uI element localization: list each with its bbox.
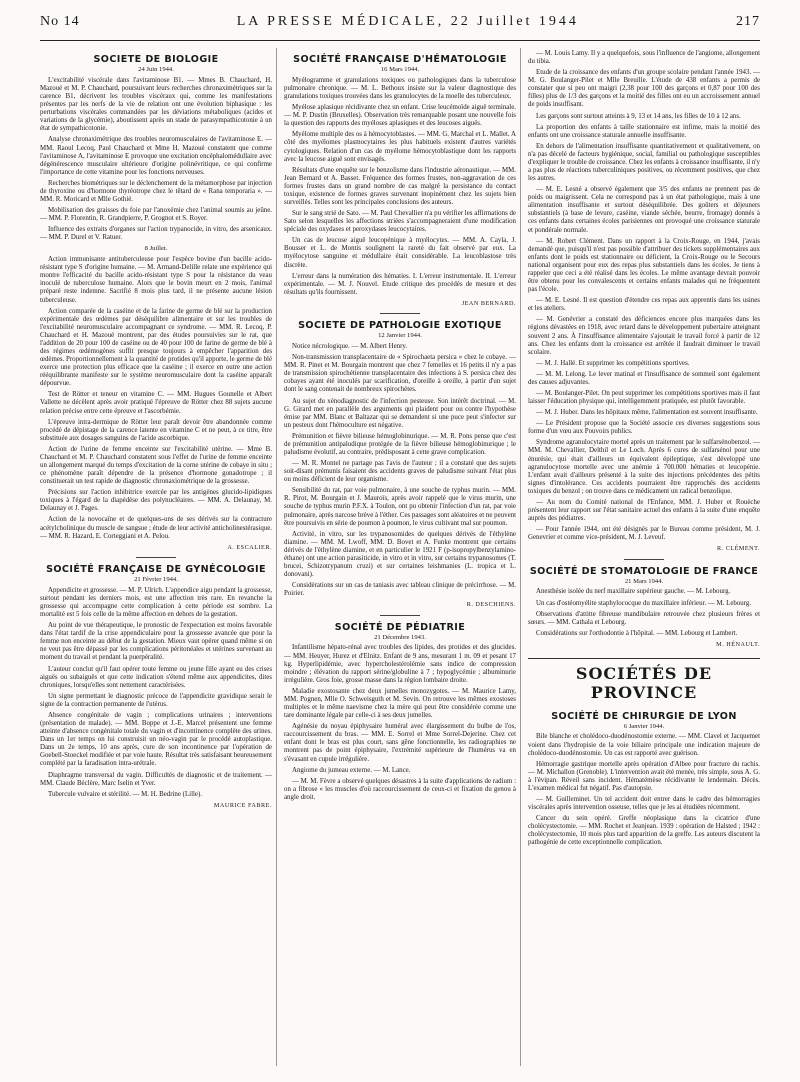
section-date: 21 Mars 1944. (624, 577, 664, 585)
abstract: Considérations sur l'orthodontie à l'hôpital. — MM. Lebourg et Lambert. (536, 629, 738, 637)
section-title: SOCIETE DE BIOLOGIE (93, 54, 219, 65)
signature: R. CLÉMENT. (716, 545, 760, 553)
abstract: Maladie exostosante chez deux jumelles monozygotes. — M. Maurice Lamy, MM. Pognen, Mlle O. Schweisguth et M. Sevin. On retrouve les mêmes exostoses multiples et le même naevisme chez la mère qui peut être considérée comme une tare dominante légale par celle-ci à ses deux jumelles. (284, 687, 516, 720)
abstract: Hémorragie gastrique mortelle après opération d'Albee pour fracture du rachis. — M. Michallon (Grenoble). L'intervention avait été menée, très simple, sous A. G. à l'évipan. Réveil sans incident. Hématémèse récidivante le lendemain. Décès. L'examen médical fut négatif. Pas d'autopsie. (528, 760, 760, 792)
column-2 (284, 50, 516, 805)
abstract: Action de l'urine de femme enceinte sur l'excitabilité utérine. — Mme B. Chauchard et M. P. Chauchard constatent sous l'effet de l'urine de femme enceinte un allongement marqué du temps d'excitation de la corne utérine de cobaye in situ ; ce phénomène paraît dépendre de la présence d'hormone gonadotrope ; il constituerait un test rapide de diagnostic chronaxiométrique de la grossesse. (40, 445, 272, 486)
abstract: Myélogramme et granulations toxiques ou pathologiques dans la tuberculose pulmonaire chronique. — M. L. Bethoux insiste sur la valeur diagnostique des granulations toxiques trouvées dans les granulocytes de la moelle des tuberculeux. (284, 76, 516, 101)
abstract: — M. J. Huber. Dans les hôpitaux même, l'alimentation est souvent insuffisante. (536, 409, 758, 417)
section-date: 8 Juillet. (144, 245, 168, 253)
abstract: Test de Rötter et teneur en vitamine C. — MM. Hugues Gounelle et Albert Vallette ne décèlent après avoir pratiqué l'épreuve de Rötter chez 88 sujets aucune relation précise entre cette épreuve et l'ascorbémie. (40, 391, 272, 415)
abstract: — Au nom du Comité national de l'Enfance, MM. J. Huber et Rouèche présentent leur rapport sur l'état sanitaire actuel des enfants à la suite d'une enquête auprès des pédiatres. (528, 498, 760, 523)
abstract: Agénésie du noyau épiphysaire huméral avec élargissement du bulbe de l'os, raccourcissement du bras. — MM. E. Sorrel et Mme Sorrel-Dejerine. Chez cet enfant dont le bras est plus court, sans gêne fonctionnelle, les radiographies ne montrent pas de point épiphysaire, l'extrémité supérieure de l'humérus va en s'évasant en cupule irrégulière. (284, 723, 516, 763)
separator (380, 615, 420, 616)
signature: M. HÉNAULT. (716, 640, 760, 648)
abstract: Considérations sur un cas de taniasis avec tableau clinique de précirrhose. — M. Poirier. (284, 582, 516, 598)
abstract: Précisions sur l'action inhibitrice exercée par les antigènes glucido-lipidiques toxiques à l'égard de la diapédèse des polynucléaires. — MM. A. Delaunay, M. Delaunay et J. Pages. (40, 489, 272, 513)
section-title: SOCIETE DE PATHOLOGIE EXOTIQUE (298, 320, 502, 332)
abstract: — Le Président propose que la Société associe ces diverses suggestions sous forme d'un vœu aux Pouvoirs publics. (528, 420, 760, 436)
abstract: — M. E. Lesné. Il est question d'étendre ces repas aux apprentis dans les usines et les ateliers. (528, 297, 760, 313)
abstract: Influence des extraits d'organes sur l'action trypanocide, in vitro, des arsenicaux. — MM. P. Durel et V. Ratuer. (40, 226, 272, 242)
abstract: — M. Genévrier a constaté des déficiences encore plus marquées dans les régions dévastées en 1918, avec retard dans le développement pubertaire atteignant souvent 2 ans. À l'insuffisance alimentaire s'ajoutait le travail forcé à partir de 12 ans. Chez les enfants dont la croissance est arrêtée il faudrait diminuer le travail scolaire. (528, 316, 760, 356)
signature: MAURICE FABRE. (213, 801, 272, 809)
abstract: La proportion des enfants à taille stationnaire est infime, mais la moitié des enfants ont une croissance staturale annuelle insuffisante. (528, 123, 760, 139)
abstract: Anesthésie isolée du nerf maxillaire supérieur gauche. — M. Lebourg. (536, 588, 731, 596)
header-rule (40, 40, 760, 41)
abstract: Absence congénitale de vagin ; complications urinaires ; interventions (présentation de malade). — MM. Boppe et J.-E. Marcel présentent une femme atteinte d'absence congénitale totale du vagin et d'incontinence complète des urines. Dans un 1er temps on lui construisit un néo-vagin par le procédé autoplastique. Dans un 2e temps, 10 ans après, cure de son incontinence par l'opération de Goebell-Stoeckel modifiée et par voie haute. Résultat très satisfaisant heureusement complété par la faradisation intra-urétrale. (40, 711, 272, 768)
abstract: Observations d'attitte fibreuse mandibulaire retrouvée chez plusieurs frères et sœurs. — MM. Cathala et Lebourg. (528, 610, 760, 626)
abstract: — M. M. Fèvre a observé quelques désastres à la suite d'applications de radium : on a fibrose « les muscles d'où raccourcissement de ceux-ci et fixation du genou à angle droit. (284, 777, 516, 801)
section-title: SOCIÉTÉ DE PÉDIATRIE (334, 621, 466, 633)
section-date: 21 Février 1944. (134, 576, 178, 584)
abstract: — M. Guilleminet. Un tel accident doit entrer dans le cadre des hémorragies viscérales après intervention osseuse, telles que je les ai étudiées récemment. (528, 796, 760, 812)
abstract: — M. R. Montel ne partage pas l'avis de l'auteur ; il a constaté que des sujets soit-disant prémunis faisaient des accidents graves de paludisme suivant l'état plus ou moins déficient de leur organisme. (284, 460, 516, 484)
abstract: — Pour l'année 1944, ont été désignés par le Bureau comme président, M. J. Genevrier et comme vice-président, M. J. Leveuf. (528, 526, 760, 542)
abstract: Au point de vue thérapeutique, le pronostic de l'expectation est moins favorable dans l'état tardif de la crise appendiculaire pour la grossesse avancée que pour la femme non enceinte au début de la gestation. Mieux vaut opérer quand même si on ne veut pas être dépassé par les complications péritonéales et utérines survenant au moment du travail et pendant la puerpéralité. (40, 622, 272, 662)
column-1 (40, 50, 272, 813)
abstract: Un signe permettant le diagnostic précoce de l'appendicite gravidique serait le signe de la contraction permanente de l'utérus. (40, 692, 272, 708)
page-header (40, 14, 760, 36)
signature: A. ESCALIER. (227, 543, 272, 551)
abstract: Un cas de leucose aiguë leucopénique à myélocytes. — MM. A. Cayla, J. Bousser et L. de Montis soulignent la rareté du fait observé par eux. La myélocytose sanguine et médullaire était considérable. La leucoblastose très discrète. (284, 237, 516, 269)
abstract: Un cas d'ostéomyélite staphylococque du maxillaire inférieur. — M. Lebourg. (536, 599, 752, 607)
abstract: Action immunisante antituberculeuse pour l'espèce bovine d'un bacille acido-résistant type S d'origine humaine. — M. Armand-Delille relate une expérience qui montre l'efficacité du bacille acido-résistant type S pour la résistance du veau inoculé de tuberculose humaine. Alors que le bovin meurt en 2 mois, l'animal préparé reste indemne. Sacrifié 8 mois plus tard, il ne présente aucune lésion tuberculeuse. (40, 256, 272, 304)
abstract: — M. Boulanger-Pilet. On peut supprimer les compétitions sportives mais il faut laisser l'éducation physique qui, intelligemment pratiquée, est plutôt favorable. (528, 389, 760, 406)
abstract: Syndrome agranulocytaire mortel après un traitement par le sulfarsénobenzol. — MM. M. Chevallier, Delthil et Le Loch. Après 6 cures de sulfarsénol pour une énurésie, qui était d'ailleurs un équivalent épileptique, s'est développé une agranulocytose mortelle avec une anémie à 700.000 hématies et leucopénie. L'enfant avait d'ailleurs présenté à la suite des injections précédentes des pétits signes d'intolérance. Ces accidents pourraient être rapprochés des accidents toxiques du benzol ; on trouve dans ce médicament un radical benzolique. (528, 439, 760, 495)
signature: R. DESCHIENS. (466, 601, 516, 609)
section-banner: SOCIÉTÉS DE PROVINCE (528, 658, 760, 702)
abstract: Angiome du jumeau externe. — M. Lance. (292, 766, 411, 774)
abstract: Résultats d'une enquête sur le benzolisme dans l'industrie aéronautique. — MM. Jean Bernard et A. Basset. Fréquence des formes frustes, non-aggravation de ces formes frustes dans un grand nombre de cas malgré la persistance du contact toxique, existence de formes graves survenant inopinément chez les sujets bien surveillés. Telles sont les principales conclusions des auteurs. (284, 166, 516, 207)
column-divider (520, 48, 521, 1066)
abstract: Myélose aplasique récidivante chez un enfant. Crise leucémoïde aiguë terminale. — M. P. Dustin (Bruxelles). Observation très remarquable posant une nouvelle fois la question des rapports des myéloses aplasiques et des leucoses aiguës. (284, 104, 516, 128)
abstract: Appendicite et grossesse. — M. P. Ulrich. L'appendice aigu pendant la grossesse, surtout pendant les derniers mois, est une affection très rare. En revanche la grossesse qui accompagne cette complication à cette période est sombre. La mortalité est 5 fois celle de la même affection en dehors de la gestation. (40, 586, 272, 619)
section-date: 6 Janvier 1944. (623, 722, 665, 730)
abstract: Infantilisme hépato-rénal avec troubles des lipides, des protides et des glucides. — MM. Heuyer, Hurez et d'Elnitz. Enfant de 9 ans, mesurant 1 m. 09 et pesant 17 kg. Hyperlipidémie, avec hypercholestérolémie sans indice de compression moindre ; élévation du rapport sérine/globuline à 7 ; hypoglycémie ; albuminurie irrégulière. Gros foie, grosse masse dans la région lombaire droite. (284, 644, 516, 684)
separator (624, 559, 664, 560)
abstract: Les garçons sont surtout atteints à 9, 13 et 14 ans, les filles de 10 à 12 ans. (536, 112, 741, 120)
abstract: Sensibilité du rat, par voie pulmonaire, à une souche de typhus murin. — MM. R. Pirot, M. Bourgain et J. Mauroïs, après avoir rappelé que le virus murin, une souche de typhus murin P.F.X. à Toulon, ont pu obtenir l'infection d'un rat, par voie pulmonaire, après narcose brève à l'éther. Ces passages sont aléatoires et ne peuvent être poursuivis en série de poumon à poumon, le virus cultivant mal sur poumon. (284, 487, 516, 527)
abstract: Prémunition et fièvre bilieuse hémoglobinurique. — M. R. Pons pense que c'est de prémunition antipaludique protégée de la fièvre bilieuse hémoglobinurique ; le paludisme évolutif, au contraire, prédisposant à cette grave complication. (284, 432, 516, 456)
section-date: 12 Janvier 1944. (378, 332, 422, 340)
abstract: Notice nécrologique. — M. Albert Henry. (292, 343, 408, 351)
section-title: SOCIÉTÉ FRANÇAISE D'HÉMATOLOGIE (293, 54, 507, 65)
abstract: — M. Robert Clément. Dans un rapport à la Croix-Rouge, en 1944, j'avais demandé que, puisqu'il n'est pas possible d'attribuer des tickets supplémentaires aux enfants dont le poids est stationnaire ou déficient, la Croix-Rouge ou le Secours national organisent pour eux des repas plus substantiels dans les écoles. Je tiens à rappeler que ceci a été réalisé dans les écoles. Le même avantage devrait pouvoir être obtenu pour les convalescents et certains enfants malades qui ne fréquentent pas l'école. (528, 237, 760, 294)
signature: JEAN BERNARD. (461, 299, 516, 307)
abstract: — M. Louis Lamy. Il y a quelquefois, sous l'influence de l'angiome, allongement du tibia. (528, 50, 760, 66)
abstract: Etude de la croissance des enfants d'un groupe scolaire pendant l'année 1943. — M. G. Boulanger-Pilet et Mlle Breuille. L'étude de 438 enfants a permis de constater que si peu ont maigri (2,38 pour 100 des garçons et 0,87 pour 100 des filles) plus de 1/3 des garçons et la moitié des filles ont eu un accroissement annuel de poids insuffisant. (528, 69, 760, 109)
separator (136, 557, 176, 558)
abstract: Mobilisation des graisses du foie par l'anoxémie chez l'animal soumis au jeûne. — MM. P. Florentin, R. Grandpierre, P. Grognot et S. Royer. (40, 207, 272, 223)
abstract: Activité, in vitro, sur les trypanosomides de quelques dérivés de l'éthylène diamine. — MM. M. Lwoff, MM. D. Bovet et A. Funke montrent que certains dérivés de l'éthylène diamine, et en particulier le 1921 F (p-isopropylbenzylamino-éthane) ont une action parasiticide, in vitro et in vitro, sur certains trypanosomes (T. brucei, Schizotrypanum cruzi) et sur certaines leishmanies (L. tropica et L. donovani). (284, 530, 516, 579)
section-title: SOCIÉTÉ DE CHIRURGIE DE LYON (551, 710, 737, 722)
section-date: 24 Juin 1944. (138, 66, 174, 74)
section-title: SOCIÉTÉ DE STOMATOLOGIE DE FRANCE (529, 565, 759, 577)
section-date: 21 Décembre 1943. (374, 633, 426, 641)
abstract: L'erreur dans la numération des hématies. I. L'erreur instrumentale. II. L'erreur expérimentale. — M. J. Nouvel. Etude critique des procédés de mesure et des résultats qu'ils fournissent. (284, 272, 516, 296)
page-number: 217 (735, 14, 760, 29)
abstract: L'épreuve intra-dermique de Rötter leur paraît devoir être abandonnée comme procédé de dépistage de la carence latente en vitamine C et ne peut, à ce titre, être substituée aux dosages sanguins de l'acide ascorbique. (40, 418, 272, 442)
abstract: Tubercule vulvaire et stérilité. — M. H. Bedrine (Lille). (48, 790, 202, 798)
journal-title: LA PRESSE MÉDICALE, 22 Juillet 1944 (236, 14, 579, 29)
abstract: Sur le sang strié de Sato. — M. Paul Chevallier n'a pu vérifier les affirmations de Sato selon lesquelles les affections striées s'accompagneraient d'une modification spéciale des oxydases et peroxydases leucocytaires. (284, 210, 516, 234)
column-3 (528, 50, 760, 850)
section-date: 16 Mars 1944. (380, 66, 420, 74)
abstract: — M. J. Hallé. Et supprimer les compétitions sportives. (536, 359, 690, 367)
separator (380, 313, 420, 314)
abstract: Bile blanche et cholédoco-duodénostomie externe. — MM. Clavel et Jacquemet voient dans l'hydropisie de la voie biliaire principale une indication majeure de cholédoco-duodénostomie. Un cas est rapporté avec guérison. (528, 733, 760, 757)
abstract: En dehors de l'alimentation insuffisante quantitativement et qualitativement, on n'a pas décelé de facteurs hygiénique, social, familial ou pathologique susceptibles d'expliquer le trouble de croissance. Chez les enfants à croissance insuffisante, il n'y a pas plus de réactions tuberculiniques positives, ou récemment positives, que chez les autres. (528, 142, 760, 183)
abstract: Au sujet du xénodiagnostic de l'infection pesteuse. Son intérêt doctrinal. — M. G. Girard met en parallèle des arguments qui plaident pour ou contre l'hypothèse émise par MM. Blanc et Baltazar qui se demandent si une puce peut s'infecter sur un pesteux dont l'hémoculture est négative. (284, 397, 516, 429)
abstract: Diaphragme transversal du vagin. Difficultés de diagnostic et de traitement. — MM. Claude Béclère, Marc Iselin et Yver. (40, 771, 272, 787)
abstract: — M. E. Lesné a observé également que 3/5 des enfants ne prennent pas de poids ou maigrissent. Cela ne correspond pas à un état pathologique, mais à une alimentation insuffisante et surtout déséquilibrée. Des goûters et déjeuners substantiels (à base de levure, caséine, viande séchée, beurre, fromage) donnés à ces enfants dans certaines écoles parisiennes ont provoqué une croissance staturale et pondérale normale. (528, 186, 760, 234)
abstract: Cancer du sein opéré. Greffe néoplasique dans la cicatrice d'une cholécystectomie. — MM. Rochet et Jeanjean. 1939 : opération de Halsted ; 1942 : cholécystectomie, 10 mois plus tard apparition de la greffe. Les auteurs discutent la pathogénie de cette exceptionnelle complication. (528, 815, 760, 847)
abstract: Analyse chronaximétrique des troubles neuromusculaires de l'avitaminose E. — MM. Raoul Lecoq, Paul Chauchard et Mme H. Mazoué constatent que comme l'avitaminose A, l'avitaminose E provoque une excitation encéphalomédullaire avec dégénérescence musculaire ultérieure d'origine polinévritique, ce qui confirme l'importance de cette vitamine pour les fonctions nerveuses. (40, 136, 272, 176)
section-title: SOCIÉTÉ FRANÇAISE DE GYNÉCOLOGIE (46, 563, 266, 575)
column-divider (276, 48, 277, 1066)
abstract: Action de la novocaïne et de quelques-uns de ses dérivés sur la contracture acétylcholinique du muscle de sangsue ; étude de leur activité anticholinestérasique. — MM. R. Hazard, E. Corteggiani et A. Pelou. (40, 516, 272, 540)
abstract: Myélome multiple des os à hémocytoblastes. — MM. G. Marchal et L. Mallet. A côté des myélomes plasmocytaires les plus habituels existent d'autres variétés cytologiques. Relation d'un cas de myélome hémocytoblastique dont les rapports avec la leucose aiguë sont envisagés. (284, 131, 516, 163)
abstract: L'excitabilité viscérale dans l'avitaminose B1. — Mmes B. Chauchard, H. Mazoué et M. P. Chauchard, poursuivant leurs recherches chronaximétriques sur la carence B1, décrivent les troubles viscéraux qui, comme les manifestations présentes par les nerfs de la vie de relation ont une évolution biphasique : les perturbations viscérales commandées par les déviations métaboliques (acides et variations de la glycémie), aboutissent après un stade de parasympathicotonie à un état de sympathicotonie. (40, 76, 272, 133)
abstract: L'auteur conclut qu'il faut opérer toute femme ou jeune fille ayant eu des crises aiguës ou subaiguës et que cette indication s'étend même aux appendicites, dites chroniques, lorsqu'elles sont nettement caractérisées. (40, 665, 272, 689)
abstract: Action comparée de la caséine et de la farine de germe de blé sur la production expérimentale des œdèmes par déséquilibre alimentaire et sur les troubles de l'excitabilité neuromusculaire accompagnant ce syndrome. — MM. R. Lecoq, P. Chauchard et H. Mazoué montrent, par des études poursuivies sur le rat, que l'addition de 20 pour 100 de caséine ou de 40 pour 100 de farine de germe de blé à des régimes œdémogènes suffit presque toujours à empêcher l'apparition des œdèmes. Proportionnellement à la quantité de protides qu'il apporte, le germe de blé exerce une protection plus efficace que la caséine ; il exerce en outre une action rééquilibrante manifeste sur le système neuromusculaire dont la caséine apparaît dépourvue. (40, 307, 273, 388)
abstract: Recherches biométriques sur le déclenchement de la métamorphose par injection de thyroxine ou d'hormone thyréotrope chez le têtard de « Rana temporaria ». — MM. R. Moricard et Mlle Gothié. (40, 179, 272, 204)
abstract: Non-transmission transplacentaire de « Spirochaeta persica » chez le cobaye. — MM. R. Pinet et M. Bourgain montrent que chez 7 femelles et 16 petits il n'y a pas de transmission spirochétienne transplacentaire des infections à S. persica chez des cobayes ayant été inoculés par scarification, d'oreille à oreille, à partir d'un sujet dont le sang contenait de nombreux spirochètes. (284, 354, 516, 394)
abstract: — M. M. Lelong. Le lever matinal et l'insuffisance de sommeil sont également des causes adjuvantes. (528, 370, 760, 386)
issue-number: No 14 (40, 14, 80, 29)
